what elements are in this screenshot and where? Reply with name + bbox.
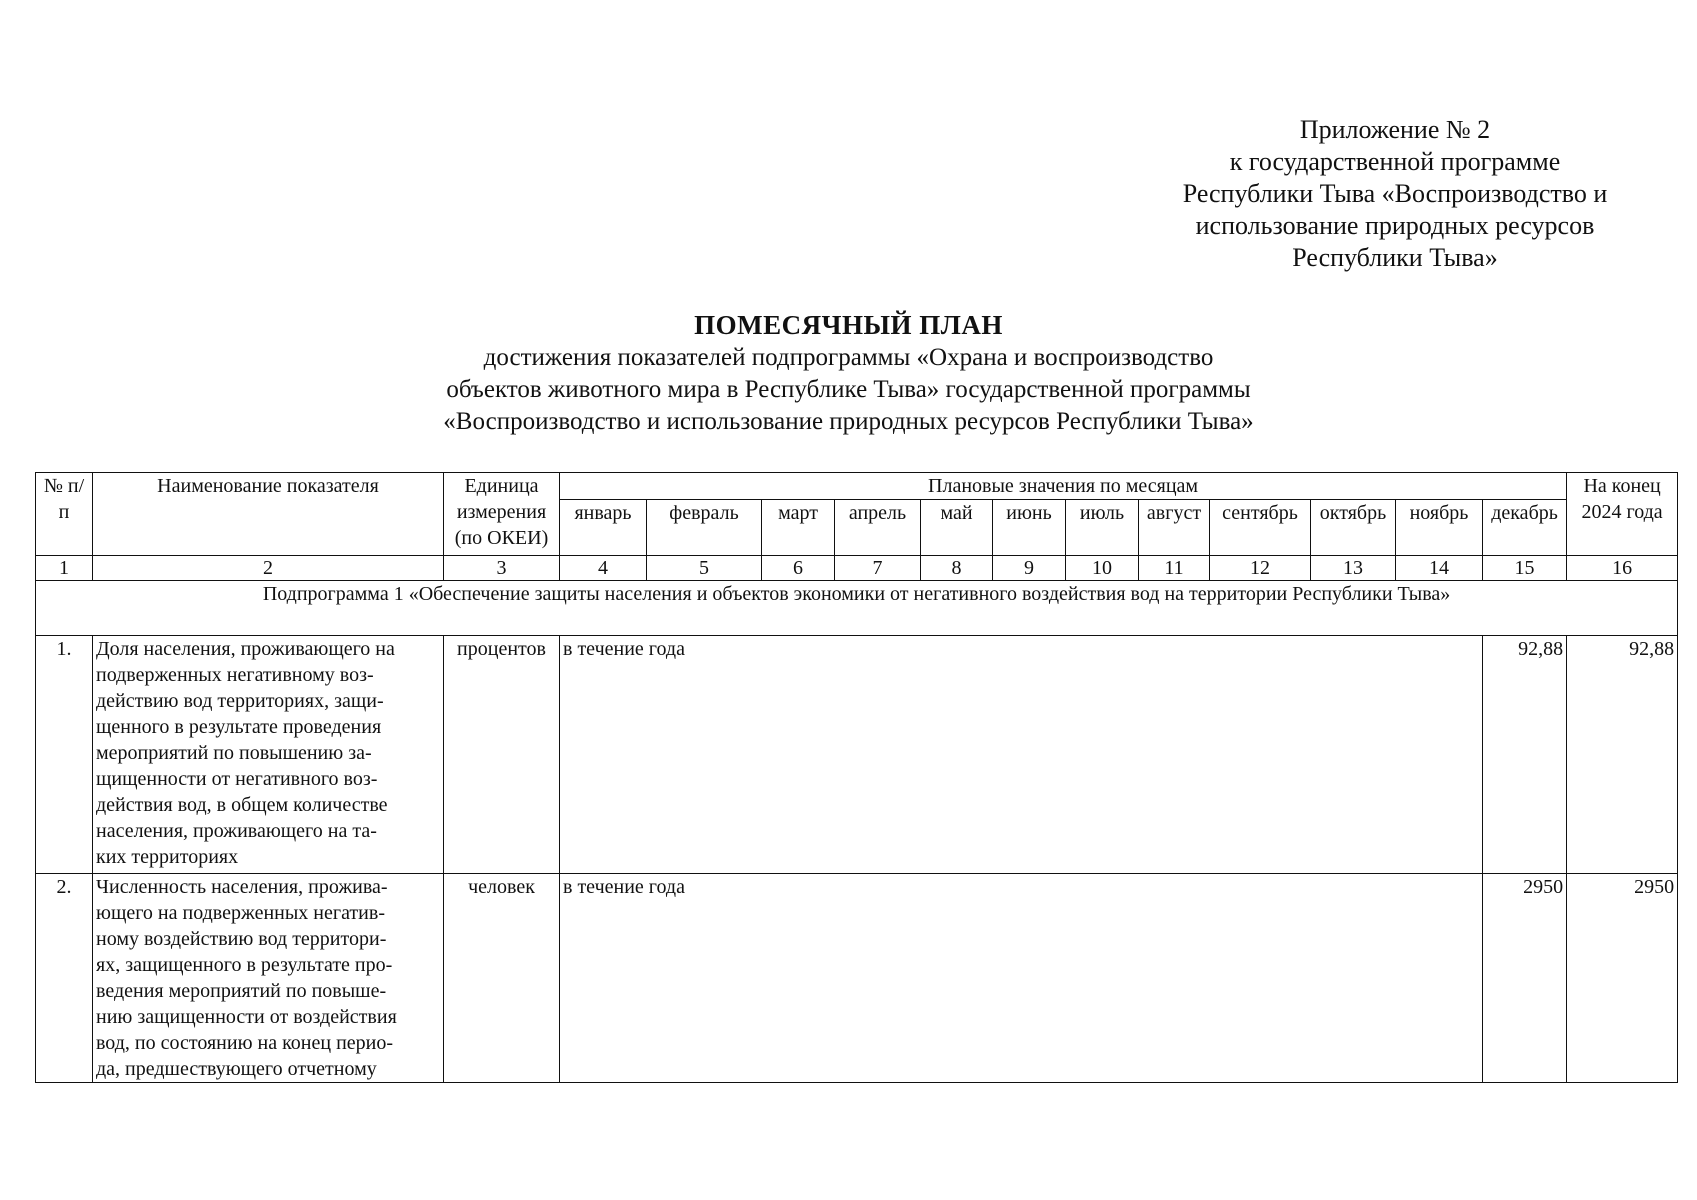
- header-month-december: декабрь: [1483, 500, 1567, 556]
- indicator-2-name-line: ведения мероприятий по повыше-: [96, 980, 387, 1002]
- indicator-1-name-line: мероприятий по повышению за-: [96, 742, 372, 764]
- header-month-november: ноябрь: [1396, 500, 1483, 556]
- indicator-2-name-line: ному воздействию вод территори-: [96, 928, 387, 950]
- column-number-14: 14: [1396, 556, 1483, 581]
- indicator-row-2: [36, 874, 1678, 1083]
- indicator-1-end-value: 92,88: [1567, 636, 1678, 874]
- column-number-8: 8: [921, 556, 993, 581]
- header-month-february: февраль: [647, 500, 762, 556]
- column-number-10: 10: [1066, 556, 1139, 581]
- appendix-line-1: Приложение № 2: [1299, 115, 1491, 144]
- indicator-2-period: в течение года: [560, 874, 1483, 1083]
- column-number-6: 6: [762, 556, 835, 581]
- indicator-1-name-line: Доля населения, проживающего на: [96, 638, 395, 660]
- indicator-1-name: [93, 636, 444, 874]
- header-month-june: июнь: [993, 500, 1066, 556]
- header-month-october: октябрь: [1311, 500, 1396, 556]
- header-planned-values: Плановые значения по месяцам: [560, 473, 1567, 500]
- appendix-line-3: Республики Тыва «Воспроизводство и: [1182, 179, 1608, 208]
- header-row-1: [36, 473, 1678, 500]
- appendix-line-5: Республики Тыва»: [1292, 243, 1498, 272]
- subprogram-row: [36, 581, 1678, 636]
- header-month-august: август: [1139, 500, 1210, 556]
- column-number-3: 3: [444, 556, 560, 581]
- header-indicator-name: Наименование показателя: [93, 473, 444, 556]
- header-month-july: июль: [1066, 500, 1139, 556]
- indicator-2-name-line: ях, защищенного в результате про-: [96, 954, 393, 976]
- column-number-5: 5: [647, 556, 762, 581]
- indicator-2-name-line: да, предшествующего отчетному: [96, 1058, 377, 1080]
- indicator-2-december-value: 2950: [1483, 874, 1567, 1083]
- subprogram-title: Подпрограмма 1 «Обеспечение защиты населения и объектов экономики от негативного воздействия вод на территории Республики Тыва»: [36, 581, 1678, 636]
- column-number-15: 15: [1483, 556, 1567, 581]
- indicator-1-num: 1.: [36, 636, 93, 874]
- indicator-1-name-line: подверженных негативному воз-: [96, 664, 374, 686]
- header-month-march: март: [762, 500, 835, 556]
- indicator-2-name-line: вод, по состоянию на конец перио-: [96, 1032, 394, 1054]
- header-unit: Единица измерения (по ОКЕИ): [444, 473, 560, 556]
- indicator-1-name-line: щенного в результате проведения: [96, 716, 382, 738]
- header-end-of-year: На конец 2024 года: [1567, 473, 1678, 556]
- document-subtitle-line-1: достижения показателей подпрограммы «Охрана и воспроизводство: [483, 344, 1214, 371]
- column-number-13: 13: [1311, 556, 1396, 581]
- column-number-row: [36, 556, 1678, 581]
- indicator-1-unit: процентов: [444, 636, 560, 874]
- indicator-2-name-line: ющего на подверженных негатив-: [96, 902, 385, 924]
- indicator-1-name-line: населения, проживающего на та-: [96, 820, 377, 842]
- appendix-line-4: использование природных ресурсов: [1195, 211, 1595, 240]
- appendix-note: [1150, 114, 1640, 274]
- column-number-4: 4: [560, 556, 647, 581]
- header-num: № п/п: [36, 473, 93, 556]
- indicator-2-name: [93, 874, 444, 1083]
- header-month-january: январь: [560, 500, 647, 556]
- indicator-2-name-line: нию защищенности от воздействия: [96, 1006, 397, 1028]
- indicator-2-end-value: 2950: [1567, 874, 1678, 1083]
- indicator-1-name-line: действию вод территориях, защи-: [96, 690, 384, 712]
- column-number-9: 9: [993, 556, 1066, 581]
- appendix-line-2: к государственной программе: [1229, 147, 1561, 176]
- indicator-1-name-line: действия вод, в общем количестве: [96, 794, 388, 816]
- column-number-16: 16: [1567, 556, 1678, 581]
- column-number-12: 12: [1210, 556, 1311, 581]
- indicator-1-name-line: щищенности от негативного воз-: [96, 768, 378, 790]
- document-subtitle-line-2: объектов животного мира в Республике Тыва» государственной программы: [446, 376, 1251, 403]
- column-number-7: 7: [835, 556, 921, 581]
- indicator-2-unit: человек: [444, 874, 560, 1083]
- indicator-2-num: 2.: [36, 874, 93, 1083]
- document-subtitle-line-3: «Воспроизводство и использование природных ресурсов Республики Тыва»: [443, 408, 1254, 435]
- header-month-april: апрель: [835, 500, 921, 556]
- indicator-1-december-value: 92,88: [1483, 636, 1567, 874]
- monthly-plan-table: [35, 472, 1678, 1083]
- title-block: [0, 308, 1697, 438]
- column-number-1: 1: [36, 556, 93, 581]
- header-month-may: май: [921, 500, 993, 556]
- indicator-row-1: [36, 636, 1678, 874]
- indicator-2-name-line: Численность населения, прожива-: [96, 876, 388, 898]
- column-number-11: 11: [1139, 556, 1210, 581]
- indicator-1-name-line: ких территориях: [96, 846, 239, 868]
- document-title: ПОМЕСЯЧНЫЙ ПЛАН: [694, 310, 1003, 340]
- header-month-september: сентябрь: [1210, 500, 1311, 556]
- column-number-2: 2: [93, 556, 444, 581]
- indicator-1-period: в течение года: [560, 636, 1483, 874]
